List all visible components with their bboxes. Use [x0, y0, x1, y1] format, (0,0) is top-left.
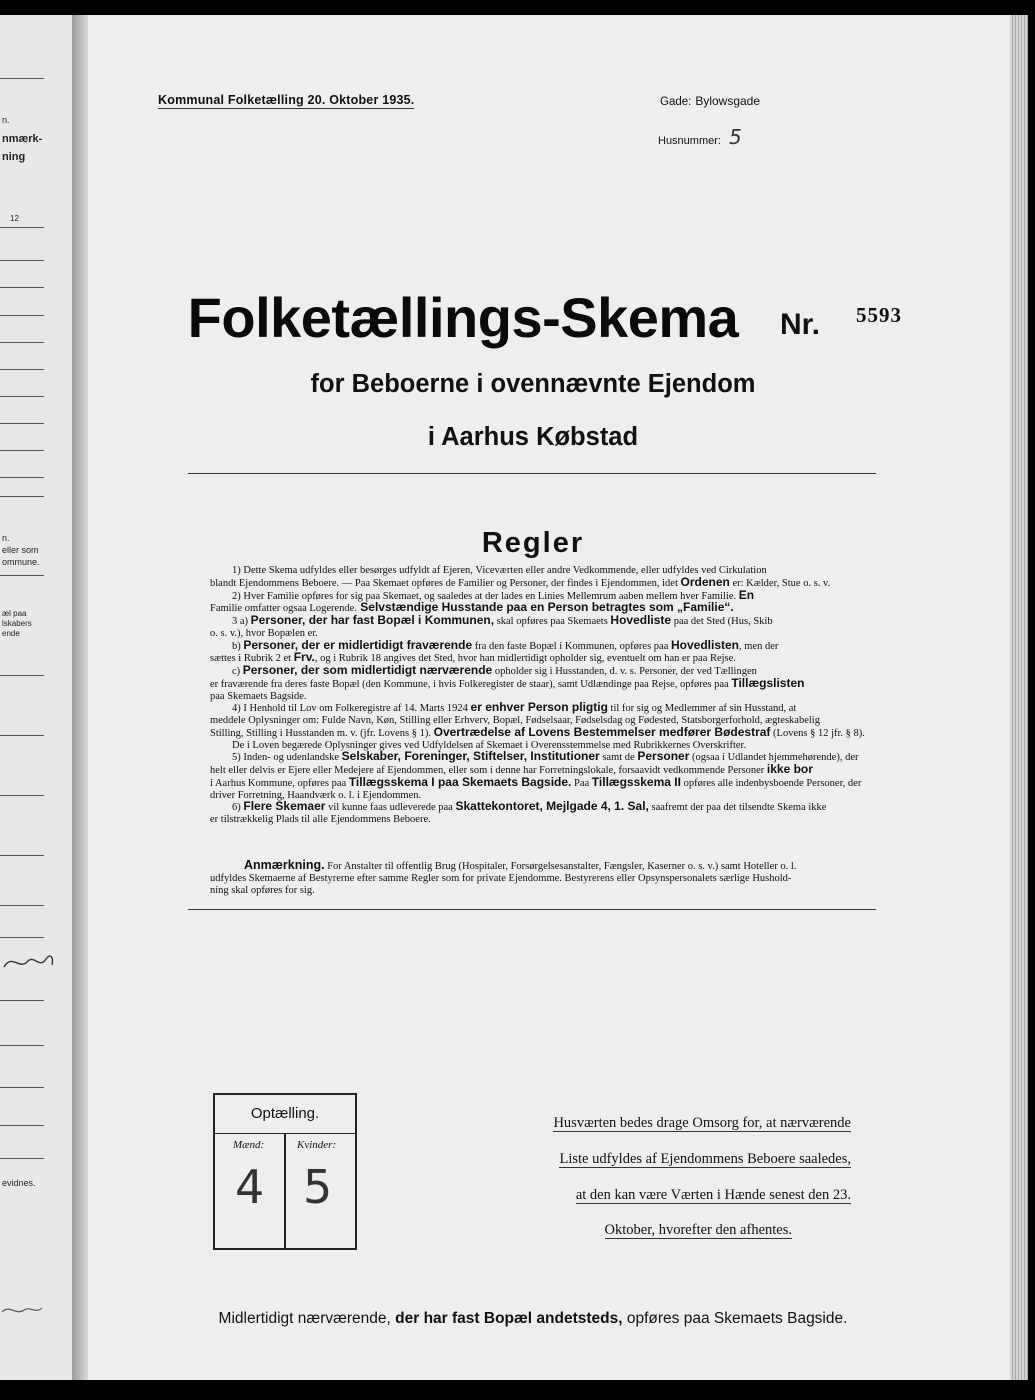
prev-page-text: n. [2, 115, 10, 125]
handwriting-scribble [0, 947, 60, 977]
rule-text: sættes i Rubrik 2 et [210, 653, 294, 665]
ruled-line [0, 735, 44, 736]
ruled-line [0, 675, 44, 676]
rule-text: paa det Sted (Hus, Skib [671, 616, 773, 627]
prev-page-text: n. [2, 533, 10, 543]
rule-emphasis: Personer, der er midlertidigt fraværende [243, 637, 473, 652]
rule-text: (Lovens § 12 jfr. § 8). [770, 727, 865, 739]
rule-line [210, 675, 855, 691]
count-box-title: Optælling. [215, 1095, 355, 1134]
rule-text: driver Forretning, Haandværk o. l. i Ejendommen. [210, 789, 422, 801]
prev-page-text: eller som [2, 545, 39, 555]
footer-part-bold: der har fast Bopæl andetsteds, [395, 1310, 623, 1327]
subtitle-residents: for Beboerne i ovennævnte Ejendom [310, 370, 756, 398]
rule-text: 3 a) [232, 616, 251, 627]
rule-line [210, 801, 855, 814]
rule-emphasis: Selskaber, Foreninger, Stiftelser, Institutioner [341, 749, 600, 764]
house-number-field [658, 125, 742, 149]
rule-emphasis: Personer, der som midlertidigt nærværende [242, 663, 493, 677]
ruled-line [0, 396, 44, 397]
rule-text: blandt Ejendommens Beboere. — Paa Skemaet opføres de Familier og Personer, der findes i Ejendommen, idet [210, 577, 681, 589]
divider [188, 473, 876, 474]
footer-part: opføres paa Skemaets Bagside. [626, 1310, 848, 1327]
ruled-line [0, 1045, 44, 1046]
subtitle-city: i Aarhus Købstad [427, 423, 639, 451]
rule-text: fra den faste Bopæl i Kommunen, opføres paa [472, 640, 671, 652]
street-label: Gade: [660, 96, 692, 108]
women-count: 5 [303, 1160, 333, 1214]
rule-emphasis: Personer [637, 749, 690, 764]
rule-text: skal opføres paa Skemaets [494, 616, 611, 627]
prev-page-text: 12 [10, 214, 19, 223]
rule-text: meddele Oplysninger om: Fulde Navn, Køn, Stilling eller Erhverv, Bopæl, Fødselsaar, Fødselsdag og Fødested, Statsborgerforhold, ægteskabelig [210, 715, 820, 726]
remark-block [210, 860, 855, 896]
remark-line: For Anstalter til offentlig Brug (Hospitaler, Forsørgelsesanstalter, Fængsler, Kaserner o. s. v.) samt Hoteller o. l. [327, 861, 797, 872]
rule-text: Paa [571, 777, 592, 789]
ruled-line [0, 937, 44, 938]
house-number-label: Husnummer: [658, 135, 721, 147]
rule-text: 6) [232, 802, 244, 814]
notice-line: Liste udfyldes af Ejendommens Beboere saaledes, [559, 1151, 851, 1167]
rule-text: samt de [599, 752, 638, 764]
ruled-line [0, 287, 44, 288]
handwriting-scribble [0, 1300, 44, 1320]
remark-line: ning skal opføres for sig. [210, 884, 315, 896]
rule-emphasis: er enhver Person pligtig [470, 700, 608, 715]
house-number-value: 5 [728, 125, 742, 149]
rule-text: 4) I Henhold til Lov om Folkeregistre af 14. Marts 1924 [232, 703, 471, 715]
prev-page-text: evidnes. [2, 1178, 36, 1188]
count-box-divider [284, 1133, 286, 1248]
prev-page-text: nmærk- [2, 133, 43, 145]
notice-line: Husværten bedes drage Omsorg for, at nærværende [553, 1115, 851, 1131]
count-box [213, 1093, 357, 1250]
rule-text: (ogsaa i Udlandet hjemmehørende), der [689, 752, 859, 764]
rule-emphasis: Tillægsskema I paa Skemaets Bagside. [348, 774, 572, 789]
men-label: Mænd: [233, 1139, 265, 1151]
rule-text: saafremt der paa det tilsendte Skema ikke [648, 802, 827, 814]
prev-page-text: ommune. [2, 557, 40, 567]
rule-text: er tilstrækkelig Plads til alle Ejendommens Beboere. [210, 814, 431, 825]
ruled-line [0, 315, 44, 316]
rule-line [210, 615, 855, 628]
rules-heading: Regler [481, 527, 585, 559]
prev-page-text: ende [2, 629, 20, 638]
rule-text: Stilling, Stilling i Husstanden m. v. (jfr. Lovens § 1). [210, 727, 434, 739]
rule-emphasis: Flere Skemaer [243, 799, 326, 814]
rule-emphasis: Ordenen [680, 574, 730, 589]
rule-emphasis: Personer, der har fast Bopæl i Kommunen, [250, 613, 495, 627]
census-header: Kommunal Folketælling 20. Oktober 1935. [158, 93, 415, 107]
page-stack-edge [1010, 15, 1028, 1380]
rule-emphasis: Hovedlisten [671, 637, 740, 652]
ruled-line [0, 1125, 44, 1126]
remark-line: udfyldes Skemaerne af Bestyrerne efter samme Regler som for private Ejendomme. Bestyrerens eller Opsynspersonalets særlige Hushold- [210, 872, 792, 884]
previous-page-edge [0, 15, 72, 1380]
rule-text: c) [232, 666, 243, 677]
rule-text: er fraværende fra deres faste Bopæl (den Kommune, i hvis Folkeregister de staar), samt Udlændinge paa Rejse, opføres paa [210, 678, 732, 690]
notice-line: Oktober, hvorefter den afhentes. [604, 1222, 792, 1238]
rule-line [210, 814, 855, 826]
ruled-line [0, 905, 44, 906]
ruled-line [0, 423, 44, 424]
rules-text [210, 565, 865, 826]
ruled-line [0, 496, 44, 497]
rule-line [210, 749, 859, 764]
rule-text: vil kunne faas udleverede paa [325, 802, 456, 814]
rule-text: helt eller delvis er Ejere eller Medejere af Ejendommen, eller som i denne har Forretningslokale, forsaavidt vedkommende Personer [210, 765, 767, 776]
rule-text: paa Skemaets Bagside. [210, 690, 307, 702]
street-value: Bylowsgade [695, 94, 761, 108]
prev-page-text: ning [2, 151, 26, 163]
ruled-line [0, 78, 44, 79]
rule-emphasis: Frv. [293, 650, 315, 665]
rule-text: opføres alle indenbysboende Personer, der [680, 777, 862, 789]
form-title: Folketællings-Skema [187, 286, 739, 349]
notice-line: at den kan være Værten i Hænde senest den 23. [575, 1187, 851, 1203]
ruled-line [0, 477, 44, 478]
rule-text: 2) Hver Familie opføres for sig paa Skemaet, og saaledes at der lades en Linies Mellemrum aaben mellem hver Familie. [232, 590, 739, 602]
rule-text: opholder sig i Husstanden, d. v. s. Personer, der ved Tællingen [492, 666, 757, 677]
ruled-line [0, 855, 44, 856]
rule-text: 1) Dette Skema udfyldes eller besørges udfyldt af Ejeren, Viceværten eller andre Vedkommende, eller udfyldes ved Cirkulation [232, 565, 767, 576]
ruled-line [0, 575, 44, 576]
rule-text: b) [232, 640, 244, 652]
rule-text: De i Loven begærede Oplysninger gives ved Udfyldelsen af Skemaet i Overensstemmelse med Rubrikkernes Overskrifter. [232, 739, 747, 751]
prev-page-text: æl paa [2, 609, 27, 618]
street-field [660, 92, 760, 110]
ruled-line [0, 227, 44, 228]
census-form-page [88, 15, 1010, 1380]
form-number: 5593 [856, 303, 902, 327]
rule-line [210, 565, 855, 577]
rule-emphasis: Tillægslisten [731, 675, 805, 690]
men-count: 4 [235, 1160, 265, 1214]
ruled-line [0, 260, 44, 261]
rule-line [210, 702, 855, 715]
women-label: Kvinder: [297, 1139, 337, 1151]
rule-text: 5) Inden- og udenlandske [232, 752, 342, 764]
ruled-line [0, 795, 44, 796]
ruled-line [0, 369, 44, 370]
number-label: Nr. [780, 308, 821, 341]
rule-text: Familie omfatter ogsaa Logerende. [210, 603, 357, 615]
rule-text: i Aarhus Kommune, opføres paa [210, 777, 349, 789]
prev-page-text: lskabers [2, 619, 32, 628]
rule-text: til for sig og Medlemmer af sin Husstand, at [607, 703, 797, 715]
rule-emphasis: Hovedliste [610, 613, 672, 627]
rule-emphasis: Overtrædelse af Lovens Bestemmelser medfører Bødestraf [433, 724, 771, 739]
rule-emphasis: ikke bor [766, 762, 813, 776]
rule-emphasis: En [738, 587, 755, 602]
ruled-line [0, 342, 44, 343]
ruled-line [0, 450, 44, 451]
footer-note [88, 1310, 978, 1328]
rule-emphasis: Selvstændige Husstande paa en Person betragtes som „Familie“. [356, 600, 734, 615]
rule-text: , og i Rubrik 18 angives det Sted, hvor han midlertidigt opholder sig, eventuelt om han er paa Rejse. [314, 653, 736, 665]
binding-gutter [72, 15, 88, 1380]
ruled-line [0, 1158, 44, 1159]
rule-emphasis: Skattekontoret, Mejlgade 4, 1. Sal, [455, 799, 649, 814]
rule-line [210, 724, 865, 740]
rule-line [210, 574, 855, 590]
rule-line [210, 774, 862, 790]
rule-text: , men der [739, 640, 779, 652]
rule-text: o. s. v.), hvor Bopælen er. [210, 627, 318, 639]
footer-part: Midlertidigt nærværende, [218, 1310, 391, 1327]
divider [188, 909, 876, 910]
ruled-line [0, 1087, 44, 1088]
rule-emphasis: Tillægsskema II [591, 774, 681, 789]
remark-label: Anmærkning. [244, 858, 325, 872]
ruled-line [0, 1000, 44, 1001]
rule-text: er: Kælder, Stue o. s. v. [729, 577, 831, 589]
